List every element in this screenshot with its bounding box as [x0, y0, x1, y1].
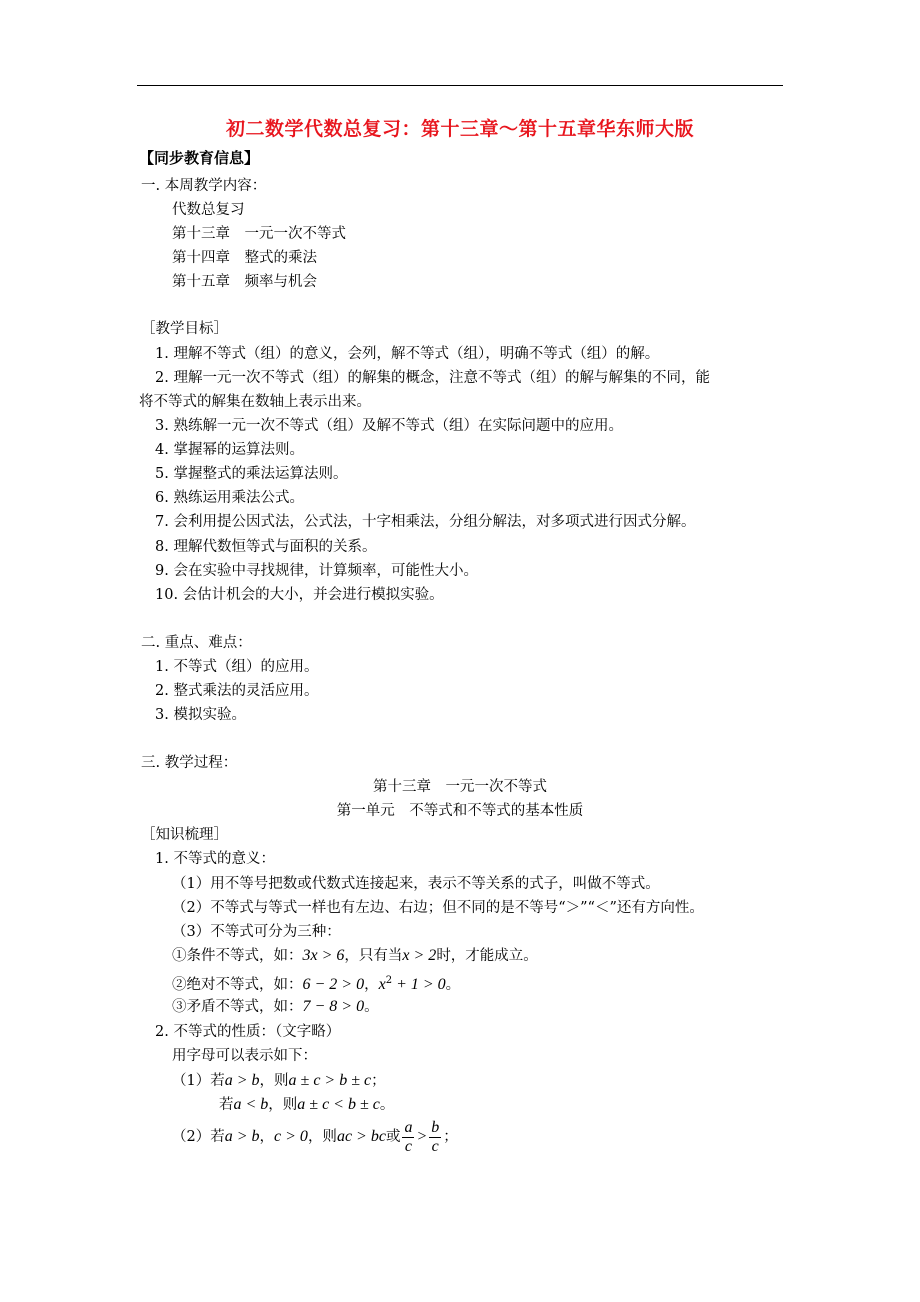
text-span: 。: [445, 976, 461, 993]
math-expression: a > b: [224, 1072, 260, 1089]
text-span: 若: [219, 1097, 234, 1113]
content-item: 第十四章 整式的乘法: [172, 250, 317, 266]
subsection-heading: 2. 不等式的性质：（文字略）: [155, 1024, 341, 1040]
conditional-inequality-line: [172, 946, 538, 966]
goal-item: 6. 熟练运用乘法公式。: [155, 490, 304, 506]
goal-item: 9. 会在实验中寻找规律，计算频率，可能性大小。: [155, 563, 478, 579]
math-expression: 7 − 8 > 0: [302, 998, 365, 1015]
math-expression: ac > bc: [336, 1128, 386, 1145]
goal-item: 4. 掌握幂的运算法则。: [155, 442, 304, 458]
fraction: [429, 1119, 441, 1156]
text-span: ，则: [259, 1073, 289, 1089]
math-expression: x > 2: [402, 947, 437, 964]
part1-heading: 一. 本周教学内容：: [141, 178, 267, 194]
math-expression: x: [378, 975, 386, 993]
goal-item: 2. 理解一元一次不等式（组）的解集的概念，注意不等式（组）的解与解集的不同，能: [155, 370, 710, 386]
part3-heading: 三. 教学过程：: [141, 755, 238, 771]
text-span: ①条件不等式，如：: [172, 948, 303, 964]
math-expression: 3x > 6: [302, 947, 345, 964]
fraction-numerator: a: [404, 1118, 413, 1136]
absolute-inequality-line: [172, 971, 460, 995]
goal-item: 1. 理解不等式（组）的意义，会列，解不等式（组），明确不等式（组）的解。: [155, 346, 660, 362]
goal-item: 10. 会估计机会的大小，并会进行模拟实验。: [155, 587, 444, 603]
goal-item: 将不等式的解集在数轴上表示出来。: [139, 394, 371, 410]
fraction-numerator: b: [431, 1118, 440, 1136]
text-span: ，只有当: [344, 948, 403, 964]
text-span: 。: [364, 999, 379, 1015]
content-item: 第十五章 频率与机会: [172, 274, 317, 290]
property-line: [172, 1117, 458, 1157]
knowledge-heading: ［知识梳理］: [141, 827, 228, 843]
math-expression: a ± c > b ± c: [288, 1072, 372, 1089]
subsection-heading: 1. 不等式的意义：: [155, 851, 275, 867]
goal-item: 8. 理解代数恒等式与面积的关系。: [155, 539, 377, 555]
text-span: （2）若: [172, 1129, 225, 1145]
text-span: ③矛盾不等式，如：: [172, 999, 303, 1015]
property-line: [172, 1071, 386, 1091]
fraction-denominator: c: [431, 1137, 439, 1155]
text-span: ；: [443, 1129, 458, 1145]
text-line: （2）不等式与等式一样也有左边、右边；但不同的是不等号“＞”“＜”还有方向性。: [172, 900, 704, 916]
goals-heading: ［教学目标］: [141, 321, 228, 337]
goal-item: 5. 掌握整式的乘法运算法则。: [155, 466, 348, 482]
text-span: ，: [259, 1129, 275, 1145]
text-span: （1）若: [172, 1073, 225, 1089]
math-operator: >: [416, 1128, 428, 1145]
text-span: ，: [364, 976, 379, 993]
math-expression: a ± c < b ± c: [297, 1096, 380, 1113]
text-span: 时，才能成立。: [436, 948, 538, 964]
text-line: 用字母可以表示如下：: [172, 1048, 317, 1064]
exponent: 2: [385, 975, 393, 986]
goal-item: 7. 会利用提公因式法，公式法，十字相乘法，分组分解法，对多项式进行因式分解。: [155, 514, 696, 530]
text-span: ，则: [268, 1097, 298, 1113]
fraction: [402, 1119, 414, 1156]
math-expression: + 1 > 0: [392, 975, 446, 993]
text-span: ②绝对不等式，如：: [172, 976, 303, 993]
math-expression: a < b: [233, 1096, 269, 1113]
chapter-heading: 第十三章 一元一次不等式: [373, 779, 547, 795]
unit-heading: 第一单元 不等式和不等式的基本性质: [336, 803, 584, 819]
math-expression: 6 − 2 > 0: [302, 975, 365, 993]
text-line: （3）不等式可分为三种：: [172, 924, 341, 940]
content-item: 代数总复习: [172, 202, 245, 218]
text-span: ，则: [307, 1129, 337, 1145]
section-header: 【同步教育信息】: [139, 149, 260, 167]
content-item: 第十三章 一元一次不等式: [172, 226, 346, 242]
text-span: ；: [371, 1073, 386, 1089]
math-expression: c > 0: [274, 1128, 308, 1145]
keypoint-item: 1. 不等式（组）的应用。: [155, 659, 319, 675]
text-span: 。: [379, 1097, 395, 1113]
keypoint-item: 3. 模拟实验。: [155, 707, 246, 723]
keypoint-item: 2. 整式乘法的灵活应用。: [155, 683, 319, 699]
part2-heading: 二. 重点、难点：: [141, 635, 252, 651]
fraction-denominator: c: [404, 1137, 412, 1155]
page-title: 初二数学代数总复习：第十三章～第十五章华东师大版: [225, 118, 694, 140]
contradictory-inequality-line: [172, 997, 379, 1017]
text-line: （1）用不等号把数或代数式连接起来，表示不等关系的式子，叫做不等式。: [172, 876, 660, 892]
header-rule: [137, 85, 783, 86]
math-expression: a > b: [224, 1128, 260, 1145]
property-line: [219, 1095, 394, 1115]
goal-item: 3. 熟练解一元一次不等式（组）及解不等式（组）在实际问题中的应用。: [155, 418, 623, 434]
text-span: 或: [385, 1129, 401, 1145]
